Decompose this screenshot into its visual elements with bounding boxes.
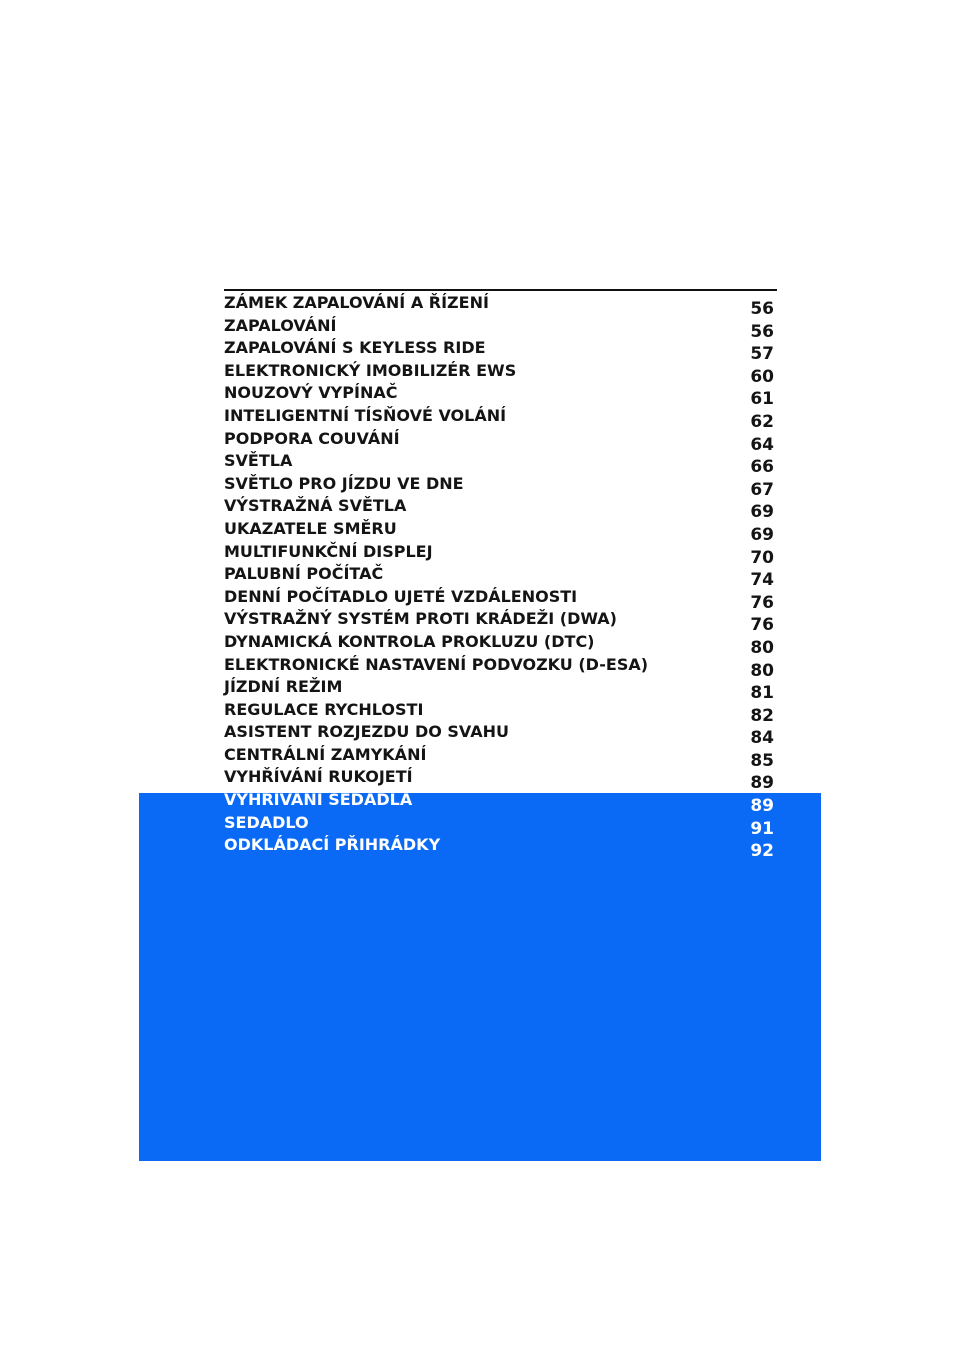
toc-entry-title: INTELIGENTNÍ TÍSŇOVÉ VOLÁNÍ [224,405,507,425]
toc-entry-page: 76 [750,592,774,613]
toc-entry-title: JÍZDNÍ REŽIM [224,677,343,697]
toc-entry-page: 76 [750,615,774,636]
toc-entry-title: ZAPALOVÁNÍ [224,315,337,335]
toc-entry-page: 69 [750,524,774,545]
toc-entry-title: CENTRÁLNÍ ZAMYKÁNÍ [224,744,427,764]
toc-entry-title: DYNAMICKÁ KONTROLA PROKLUZU (DTC) [224,631,595,651]
toc-entry-page: 62 [750,411,774,432]
toc-entry-page: 82 [750,705,774,726]
toc-entry-page: 85 [750,750,774,771]
toc-entry[interactable] [224,338,774,365]
toc-entry[interactable] [224,451,774,478]
toc-entry-page: 74 [750,570,774,591]
toc-entry-highlighted[interactable] [224,790,774,817]
toc-entry[interactable] [224,564,774,591]
toc-entry-highlighted[interactable] [224,835,774,862]
toc-entry-page: 56 [750,321,774,342]
toc-entry-title: SVĚTLA [224,451,293,471]
toc-entry-page: 67 [750,479,774,500]
toc-entry[interactable] [224,405,774,432]
toc-entry-page: 92 [750,841,774,862]
toc-entry-title: ASISTENT ROZJEZDU DO SVAHU [224,722,509,742]
toc-entry-page: 91 [750,818,774,839]
toc-entry-page: 66 [750,457,774,478]
toc-entry-page: 61 [750,389,774,410]
table-of-contents [224,293,774,862]
toc-entry-title: ODKLÁDACÍ PŘIHRÁDKY [224,835,441,855]
toc-entry-title: VYHŘÍVÁNÍ RUKOJETÍ [224,767,413,787]
toc-entry[interactable] [224,586,774,613]
toc-entry-title: ELEKTRONICKÝ IMOBILIZÉR EWS [224,360,517,380]
toc-entry[interactable] [224,518,774,545]
toc-entry-title: PALUBNÍ POČÍTAČ [224,564,384,584]
toc-entry-title: ZÁMEK ZAPALOVÁNÍ A ŘÍZENÍ [224,293,489,312]
toc-entry-page: 81 [750,683,774,704]
toc-entry-page: 69 [750,502,774,523]
toc-entry[interactable] [224,631,774,658]
toc-entry-title: ZAPALOVÁNÍ S KEYLESS RIDE [224,338,486,358]
toc-entry-page: 89 [750,773,774,794]
section-top-rule [224,289,777,291]
toc-entry-title: DENNÍ POČÍTADLO UJETÉ VZDÁLENOSTI [224,586,578,606]
toc-entry-title: VYHŘÍVÁNÍ SEDADLA [224,790,413,810]
toc-entry[interactable] [224,699,774,726]
toc-entry-title: VÝSTRAŽNÁ SVĚTLA [224,496,407,516]
toc-entry-title: ELEKTRONICKÉ NASTAVENÍ PODVOZKU (D-ESA) [224,654,649,674]
toc-entry[interactable] [224,541,774,568]
toc-entry-page: 56 [750,299,774,319]
toc-entry-title: PODPORA COUVÁNÍ [224,428,400,448]
toc-entry-title: SEDADLO [224,812,309,832]
toc-entry-page: 64 [750,434,774,455]
toc-entry[interactable] [224,496,774,523]
toc-entry-title: VÝSTRAŽNÝ SYSTÉM PROTI KRÁDEŽI (DWA) [224,609,617,629]
toc-entry[interactable] [224,744,774,771]
toc-entry[interactable] [224,722,774,749]
toc-entry[interactable] [224,654,774,681]
toc-entry-page: 57 [750,344,774,365]
toc-entry-title: MULTIFUNKČNÍ DISPLEJ [224,541,433,561]
toc-entry-title: UKAZATELE SMĚRU [224,518,397,538]
toc-entry-title: REGULACE RYCHLOSTI [224,699,424,719]
toc-entry-title: NOUZOVÝ VYPÍNAČ [224,383,398,403]
toc-entry-page: 80 [750,637,774,658]
toc-entry-page: 60 [750,366,774,387]
toc-entry-title: SVĚTLO PRO JÍZDU VE DNE [224,473,464,493]
toc-entry[interactable] [224,315,774,342]
toc-entry[interactable] [224,360,774,387]
toc-entry[interactable] [224,473,774,500]
toc-entry-highlighted[interactable] [224,812,774,839]
toc-entry-page: 80 [750,660,774,681]
toc-entry[interactable] [224,609,774,636]
toc-entry[interactable] [224,293,774,319]
toc-entry[interactable] [224,677,774,704]
toc-entry-page: 89 [750,796,774,817]
toc-entry[interactable] [224,767,774,794]
toc-entry[interactable] [224,383,774,410]
toc-entry-page: 70 [750,547,774,568]
toc-entry-page: 84 [750,728,774,749]
toc-entry[interactable] [224,428,774,455]
